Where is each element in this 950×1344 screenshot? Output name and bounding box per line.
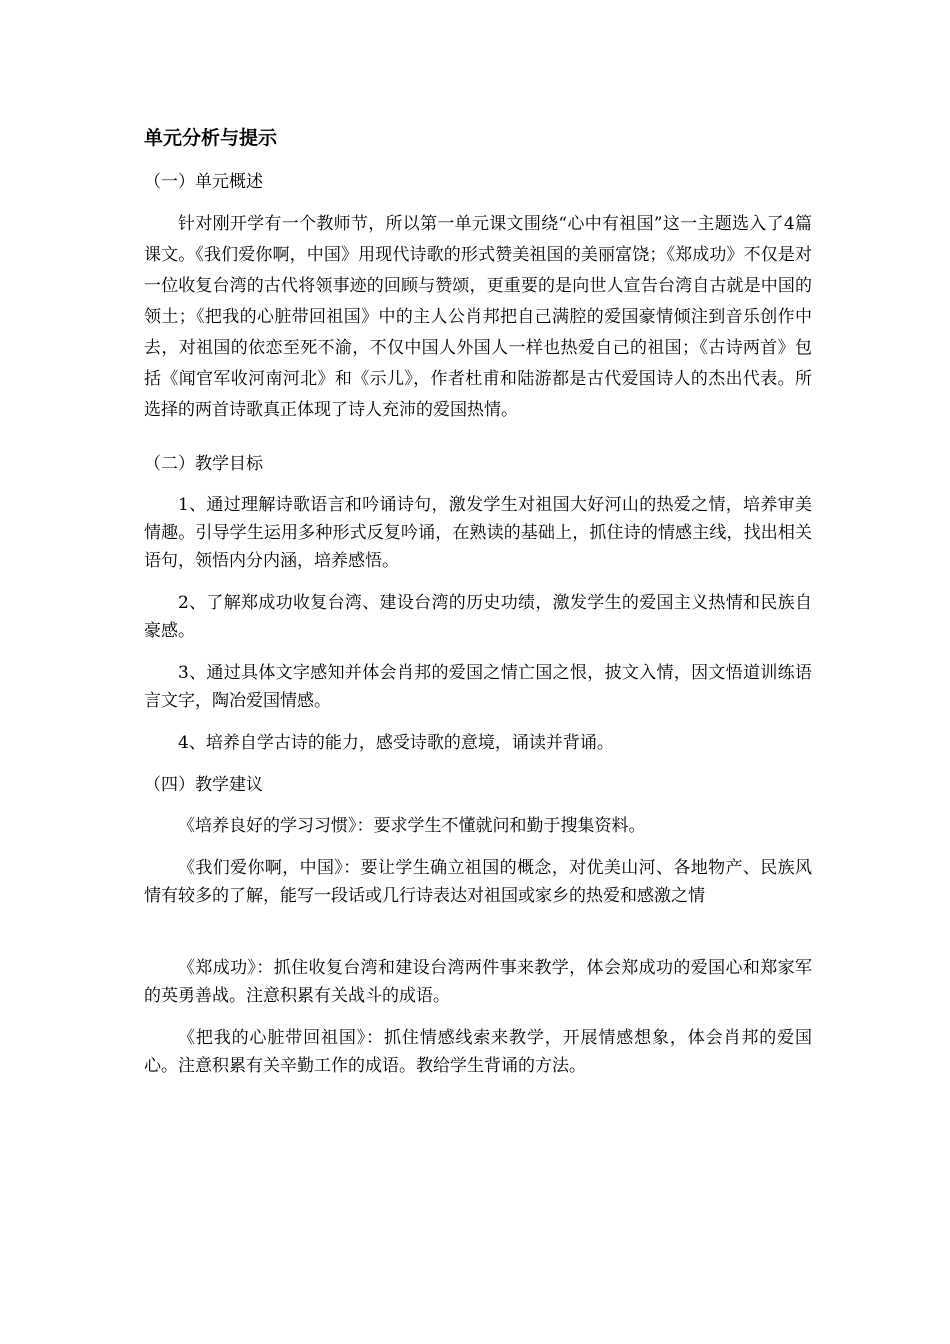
suggestion-item-2: 《我们爱你啊，中国》：要让学生确立祖国的概念，对优美山河、各地物产、民族风情有较多的了解，能写一段话或几行诗表达对祖国或家乡的热爱和感激之情	[144, 858, 812, 906]
suggestion-item-3: 《郑成功》：抓住收复台湾和建设台湾两件事来教学，体会郑成功的爱国心和郑家军的英勇善战。注意积累有关战斗的成语。	[144, 958, 812, 1006]
goal-item-1: 1、通过理解诗歌语言和吟诵诗句，激发学生对祖国大好河山的热爱之情，培养审美情趣。引导学生运用多种形式反复吟诵，在熟读的基础上，抓住诗的情感主线，找出相关语句，领悟内分内涵，培养感悟。	[144, 495, 812, 571]
document-body	[144, 124, 812, 1080]
suggestion-item-1: 《培养良好的学习习惯》：要求学生不懂就问和勤于搜集资料。	[178, 816, 646, 836]
goal-item-3: 3、通过具体文字感知并体会肖邦的爱国之情亡国之恨，披文入情，因文悟道训练语言文字，陶冶爱国情感。	[144, 663, 812, 711]
goal-item-2: 2、了解郑成功收复台湾、建设台湾的历史功绩，激发学生的爱国主义热情和民族自豪感。	[144, 593, 812, 641]
section-heading-suggestions: （四）教学建议	[144, 775, 263, 795]
goal-item-4: 4、培养自学古诗的能力，感受诗歌的意境，诵读并背诵。	[178, 733, 614, 753]
document-title: 单元分析与提示	[144, 127, 278, 149]
section-heading-overview: （一）单元概述	[144, 172, 263, 192]
suggestion-item-4: 《把我的心脏带回祖国》：抓住情感线索来教学，开展情感想象，体会肖邦的爱国心。注意积累有关辛勤工作的成语。教给学生背诵的方法。	[144, 1028, 812, 1076]
section-heading-goals: （二）教学目标	[144, 454, 263, 474]
overview-paragraph: 针对刚开学有一个教师节，所以第一单元课文围绕“心中有祖国”这一主题选入了4篇课文。《我们爱你啊，中国》用现代诗歌的形式赞美祖国的美丽富饶；《郑成功》不仅是对一位收复台湾的古代将领事迹的回顾与赞颂，更重要的是向世人宣告台湾自古就是中国的领土；《把我的心脏带回祖国》中的主人公肖邦把自己满腔的爱国豪情倾注到音乐创作中去，对祖国的依恋至死不渝，不仅中国人外国人一样也热爱自己的祖国；《古诗两首》包括《闻官军收河南河北》和《示儿》，作者杜甫和陆游都是古代爱国诗人的杰出代表。所选择的两首诗歌真正体现了诗人充沛的爱国热情。	[144, 214, 812, 420]
